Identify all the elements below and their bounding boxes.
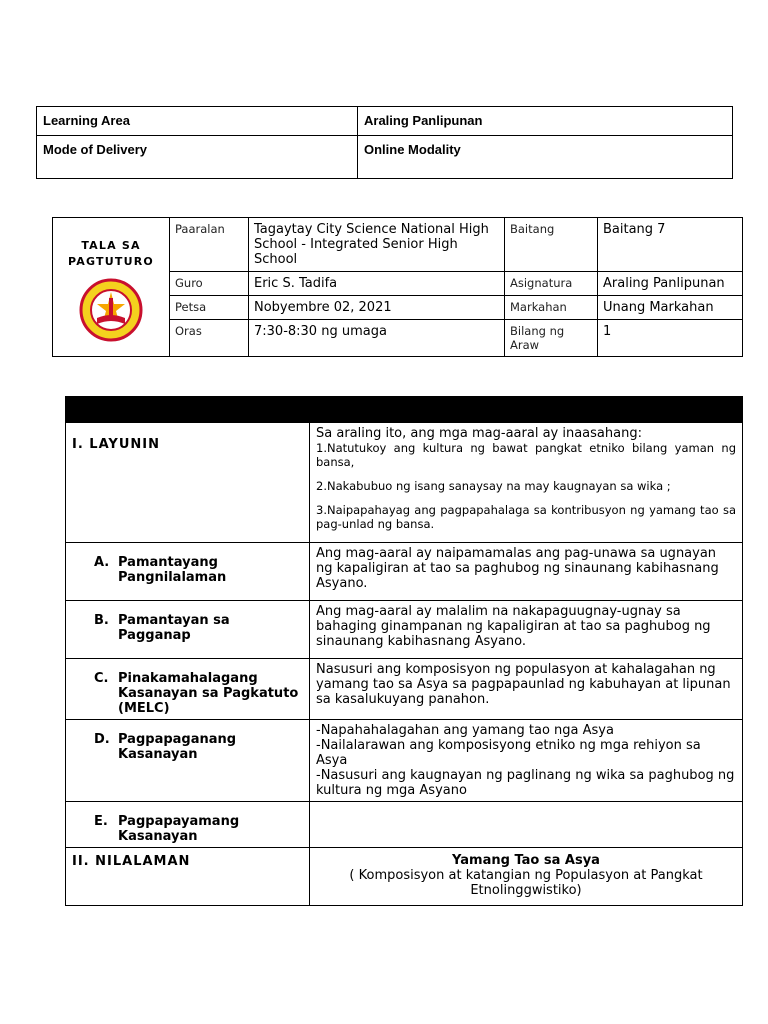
table-row [37,107,733,136]
letter-d: D. [94,732,110,747]
asignatura-label: Asignatura [505,272,598,296]
table-row [66,720,743,802]
pagpapayamang-kasanayan-value [310,802,743,848]
paaralan-value: Tagaytay City Science National High School - Integrated Senior High School [249,218,505,272]
info-table [36,106,733,179]
nilalaman-title: Yamang Tao sa Asya [452,853,600,868]
table-row [37,136,733,179]
bilang-value: 1 [598,320,743,357]
pamantayang-pangnilalaman-value: Ang mag-aaral ay naipamamalas ang pag-unawa sa ugnayan ng kapaligiran at tao sa paghubog ng sinaunang kabihasnang Asyano. [310,543,743,601]
layunin-item-2: 2.Nakabubuo ng isang sanaysay na may kaugnayan sa wika ; [316,479,671,493]
nilalaman-sub: ( Komposisyon at katangian ng Populasyon at Pangkat Etnolinggwistiko) [349,868,703,898]
markahan-value: Unang Markahan [598,296,743,320]
tala-cell [53,218,170,357]
header-bar-cell [560,397,654,423]
table-row [66,848,743,906]
learning-area-label: Learning Area [37,107,358,136]
pamantayan-sa-pagganap-label [66,601,310,659]
layunin-label: I. LAYUNIN [66,423,310,543]
lesson-table [65,396,743,906]
nilalaman-label: II. NILALAMAN [66,848,310,906]
label-text: Pamantayan sa Pagganap [118,613,230,643]
header-bar [66,397,743,423]
d-item-3: -Nasusuri ang kaugnayan ng paglinang ng wika sa paghubog ng kultura ng mga Asyano [316,768,735,798]
oras-value: 7:30-8:30 ng umaga [249,320,505,357]
pamantayan-sa-pagganap-value: Ang mag-aaral ay malalim na nakapaguugnay-ugnay sa bahaging ginampanan ng kapaligiran at tao sa paghubog ng sinaunang kabihasnang Asyano. [310,601,743,659]
melc-label [66,659,310,720]
layunin-content [310,423,743,543]
label-text: Pamantayang Pangnilalaman [118,555,227,585]
pagpapaganang-kasanayan-label [66,720,310,802]
label-text: Pinakamahalagang Kasanayan sa Pagkatuto (MELC) [118,671,299,716]
markahan-label: Markahan [505,296,598,320]
bilang-label: Bilang ng Araw [505,320,598,357]
table-row [66,802,743,848]
label-text: Pagpapayamang Kasanayan [118,814,240,844]
pamantayang-pangnilalaman-label [66,543,310,601]
letter-c: C. [94,671,109,686]
guro-value: Eric S. Tadifa [249,272,505,296]
header-bar-cell [361,397,456,423]
layunin-item-3: 3.Naipapahayag ang pagpapahalaga sa kontribusyon ng yamang tao sa pag-unlad ng bansa. [316,503,736,531]
guro-label: Guro [170,272,249,296]
oras-label: Oras [170,320,249,357]
table-row [66,659,743,720]
header-bar-cell [66,397,310,423]
table-row [53,218,743,272]
header-bar-cell [310,397,361,423]
header-bar-cell [456,397,560,423]
mode-of-delivery-value: Online Modality [358,136,733,179]
pagpapaganang-kasanayan-value [310,720,743,802]
learning-area-value: Araling Panlipunan [358,107,733,136]
table-row [66,543,743,601]
pagpapayamang-kasanayan-label [66,802,310,848]
label-text: Pagpapaganang Kasanayan [118,732,237,762]
baitang-value: Baitang 7 [598,218,743,272]
mode-of-delivery-label: Mode of Delivery [37,136,358,179]
layunin-intro: Sa araling ito, ang mga mag-aaral ay inaasahang: [316,426,642,441]
d-item-1: -Napahahalagahan ang yamang tao nga Asya [316,723,614,738]
petsa-label: Petsa [170,296,249,320]
asignatura-value: Araling Panlipunan [598,272,743,296]
letter-b: B. [94,613,109,628]
letter-e: E. [94,814,108,829]
header-table [52,217,743,357]
letter-a: A. [94,555,110,570]
table-row [66,601,743,659]
melc-value: Nasusuri ang komposisyon ng populasyon at kahalagahan ng yamang tao sa Asya sa pagpapaunlad ng kabuhayan at lipunan sa kasalukuyang panahon. [310,659,743,720]
nilalaman-value [310,848,743,906]
deped-seal-icon [75,278,147,342]
baitang-label: Baitang [505,218,598,272]
layunin-item-1: 1.Natutukoy ang kultura ng bawat pangkat etniko bilang yaman ng bansa, [316,441,736,469]
d-item-2: -Nailalarawan ang komposisyong etniko ng mga rehiyon sa Asya [316,738,701,768]
petsa-value: Nobyembre 02, 2021 [249,296,505,320]
table-row [66,423,743,543]
header-bar-cell [654,397,743,423]
tala-title: TALA SA PAGTUTURO [68,239,154,268]
paaralan-label: Paaralan [170,218,249,272]
